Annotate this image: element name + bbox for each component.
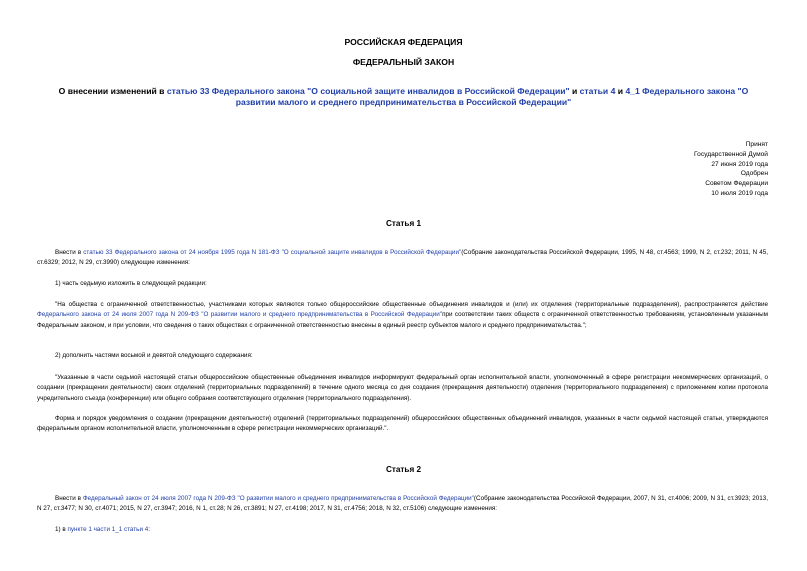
article-1-item-2: 2) дополнить частями восьмой и девятой следующего содержания: bbox=[55, 352, 253, 359]
document-type-heading: ФЕДЕРАЛЬНЫЙ ЗАКОН bbox=[352, 57, 455, 67]
link-article-33-law-181[interactable]: статью 33 Федерального закона от 24 ноября 1995 года N 181-ФЗ "О социальной защите инвалидов в Российской Федерации" bbox=[83, 249, 462, 256]
document-title bbox=[40, 86, 767, 108]
article-1-quote-3: Форма и порядок уведомления о создании (прекращении деятельности) отделений (территориальных подразделений) общероссийских общественных объединений инвалидов, указанных в части седьмой настоящей статьи, утверждаются федеральным органом исполнительной власти, уполномоченным в сфере регистрации некоммерческих организаций.". bbox=[37, 415, 768, 433]
adoption-line: Одобрен bbox=[740, 170, 768, 178]
paragraph-text: : bbox=[148, 526, 150, 533]
article-1-item-1: 1) часть седьмую изложить в следующей редакции: bbox=[55, 280, 207, 287]
title-link-article-33[interactable]: статью 33 Федерального закона "О социальной защите инвалидов в Российской Федерации" bbox=[166, 86, 570, 96]
link-article-4-part-1-1[interactable]: пункте 1 части 1_1 статьи 4 bbox=[67, 526, 149, 533]
link-law-209[interactable]: Федерального закона от 24 июля 2007 года N 209-ФЗ "О развитии малого и среднего предпринимательства в Российской Федерации" bbox=[37, 311, 443, 319]
adoption-block bbox=[694, 140, 768, 199]
adoption-line: Принят bbox=[745, 141, 768, 148]
article-1-intro bbox=[37, 248, 768, 269]
paragraph-text: (Собрание законодательства Российской Федерации, 2007, N 31, ст.4006; 2009, N 31, ст.3923; 2013, N 27, ст.3477; N 30, ст.4071; 2015, N 27, ст.3947; 2016, N 1, ст.28; N 26, ст.3891; N 27, ст.4198; 2017, N 31, ст.4756; 2018, N 32, ст.5106) следующие изменения: bbox=[37, 495, 769, 513]
paragraph-text: при соответствии таких обществ с ограниченной ответственностью требованиям, установленным указанным Федеральным законом, и при условии, что сведения о таких обществах с ограниченной ответственностью внесены в единый реестр субъектов малого и среднего предпринимательства."; bbox=[37, 311, 768, 329]
adoption-line: 27 июня 2019 года bbox=[711, 160, 768, 168]
article-2-intro bbox=[37, 494, 768, 515]
adoption-line: Советом Федерации bbox=[705, 180, 768, 188]
paragraph-text: Внести в bbox=[55, 495, 83, 502]
paragraph-text: (Собрание законодательства Российской Федерации, 1995, N 48, ст.4563; 1999, N 2, ст.232; 2011, N 45, ст.6329; 2012, N 29, ст.3990) следующие изменения: bbox=[37, 249, 768, 267]
country-heading: РОССИЙСКАЯ ФЕДЕРАЦИЯ bbox=[344, 37, 463, 47]
link-law-209-full[interactable]: Федеральный закон от 24 июля 2007 года N 209-ФЗ "О развитии малого и среднего предпринимательства в Российской Федерации" bbox=[82, 495, 474, 502]
article-1-quote-1 bbox=[37, 300, 768, 331]
title-text: и bbox=[615, 86, 626, 96]
article-1-quote-2: "Указанные в части седьмой настоящей статьи общероссийские общественные объединения инвалидов информируют федеральный орган исполнительной власти, уполномоченный в сфере регистрации некоммерческих организаций, о создании (прекращении деятельности) своих отделений (территориальных подразделений) в течение одного месяца со дня создания (прекращения деятельности) отделения (территориального подразделения) с приложением копии протокола учредительного съезда (конференции) или общего собрания соответствующего отделения (территориального подразделения). bbox=[37, 374, 768, 402]
article-2-item-1 bbox=[37, 525, 768, 535]
article-2-heading: Статья 2 bbox=[385, 465, 422, 474]
adoption-line: 10 июля 2019 года bbox=[711, 189, 768, 197]
paragraph-text: "На общества с ограниченной ответственностью, участниками которых являются только общероссийские общественные объединения инвалидов и (или) их отделения (территориальные подразделения), распространяется действие bbox=[55, 301, 768, 308]
paragraph-text: Внести в bbox=[55, 249, 84, 256]
title-text: и bbox=[569, 86, 580, 96]
title-link-article-4-1[interactable]: 4_1 Федерального закона "О развитии малого и среднего предпринимательства в Российской Федерации" bbox=[235, 86, 749, 107]
article-1-heading: Статья 1 bbox=[385, 219, 422, 228]
title-link-article-4[interactable]: статьи 4 bbox=[579, 86, 616, 96]
adoption-line: Государственной Думой bbox=[694, 150, 768, 158]
title-text: О внесении изменений в bbox=[58, 86, 167, 96]
paragraph-text: 1) в bbox=[55, 526, 68, 533]
